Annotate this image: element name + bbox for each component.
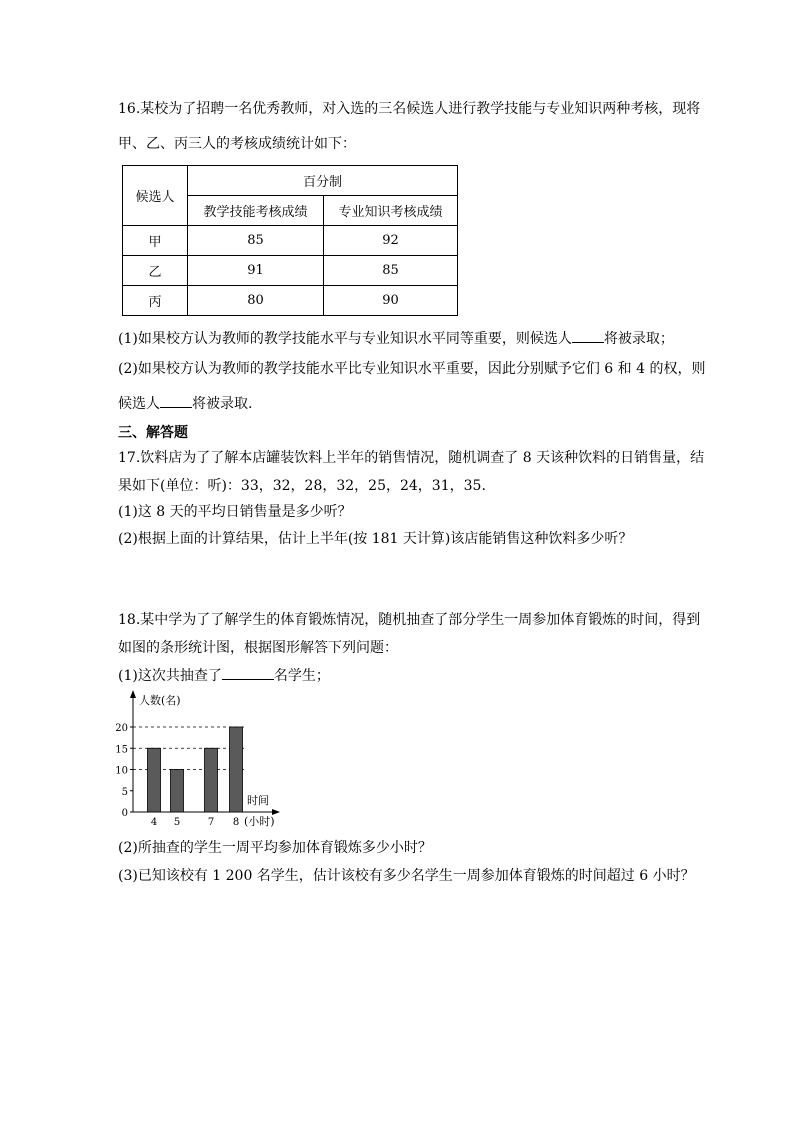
answer-blank[interactable] [222, 665, 274, 680]
row-skill: 91 [188, 256, 324, 286]
row-candidate: 甲 [123, 226, 188, 256]
q18-line1: 18.某中学为了了解学生的体育锻炼情况，随机抽查了部分学生一周参加体育锻炼的时间，得到 [118, 612, 701, 628]
q17-part1: (1)这 8 天的平均日销售量是多少听？ [118, 504, 352, 520]
header-group: 百分制 [188, 166, 458, 196]
table-row [123, 256, 458, 286]
scores-table [122, 165, 458, 316]
bar [171, 770, 184, 813]
q18-part1 [118, 665, 330, 686]
row-skill: 80 [188, 286, 324, 316]
section-heading: 三、解答题 [118, 425, 188, 441]
q16-part1-tail: 将被录取； [603, 331, 674, 347]
q17-part2: (2)根据上面的计算结果，估计上半年(按 181 天计算)该店能销售这种饮料多少听？ [118, 531, 633, 547]
y-axis-label: 人数(名) [139, 694, 181, 707]
answer-blank[interactable] [572, 328, 604, 343]
row-candidate: 丙 [123, 286, 188, 316]
row-knowledge: 85 [324, 256, 458, 286]
row-knowledge: 90 [324, 286, 458, 316]
answer-blank[interactable] [160, 393, 192, 408]
y-tick-label: 5 [121, 786, 128, 798]
row-skill: 85 [188, 226, 324, 256]
table-row [123, 286, 458, 316]
y-axis-arrow [130, 690, 136, 698]
header-knowledge: 专业知识考核成绩 [324, 196, 458, 226]
bar [205, 748, 218, 812]
q16-part1 [118, 328, 674, 349]
q16-line2: 甲、乙、丙三人的考核成绩统计如下： [118, 136, 356, 152]
y-tick-label: 20 [115, 723, 128, 734]
table-row [123, 226, 458, 256]
q16-part2-line2 [118, 393, 252, 414]
q16-part1-text: (1)如果校方认为教师的教学技能水平与专业知识水平同等重要，则候选人 [118, 331, 572, 347]
q18-line2: 如图的条形统计图，根据图形解答下列问题： [118, 640, 398, 656]
header-skill: 教学技能考核成绩 [188, 196, 324, 226]
q16-line1: 16.某校为了招聘一名优秀教师，对入选的三名候选人进行教学技能与专业知识两种考核，现将 [118, 101, 701, 117]
x-axis-label-line2: (小时) [244, 815, 275, 828]
x-axis-label-line1: 时间 [247, 794, 269, 807]
q16-part2-text: 候选人 [118, 396, 160, 412]
q18-part3: (3)已知该校有 1 200 名学生，估计该校有多少名学生一周参加体育锻炼的时间超过 6 小时？ [118, 868, 695, 884]
bar [148, 748, 161, 812]
q16-part2-line1: (2)如果校方认为教师的教学技能水平比专业知识水平重要，因此分别赋予它们 6 和 4 的权，则 [118, 361, 706, 377]
y-tick-label: 15 [115, 744, 128, 756]
row-candidate: 乙 [123, 256, 188, 286]
q17-line2: 果如下(单位：听)：33，32，28，32，25，24，31，35. [118, 478, 486, 494]
y-tick-label: 0 [121, 808, 128, 819]
x-tick-label: 4 [150, 817, 158, 828]
x-tick-label: 7 [207, 817, 215, 828]
q16-part2-tail: 将被录取. [192, 396, 253, 412]
bar-chart [110, 690, 290, 830]
x-tick-label: 5 [173, 817, 181, 828]
row-knowledge: 92 [324, 226, 458, 256]
q18-part1-text: (1)这次共抽查了 [118, 668, 222, 684]
bar [230, 727, 243, 812]
y-tick-label: 10 [115, 765, 128, 777]
q18-part2: (2)所抽查的学生一周平均参加体育锻炼多少小时？ [118, 840, 432, 856]
x-tick-label: 8 [232, 817, 240, 828]
q18-part1-tail: 名学生； [273, 668, 330, 684]
q17-line1: 17.饮料店为了了解本店罐装饮料上半年的销售情况，随机调查了 8 天该种饮料的日销售量，结 [118, 450, 705, 466]
header-candidate: 候选人 [123, 166, 188, 226]
